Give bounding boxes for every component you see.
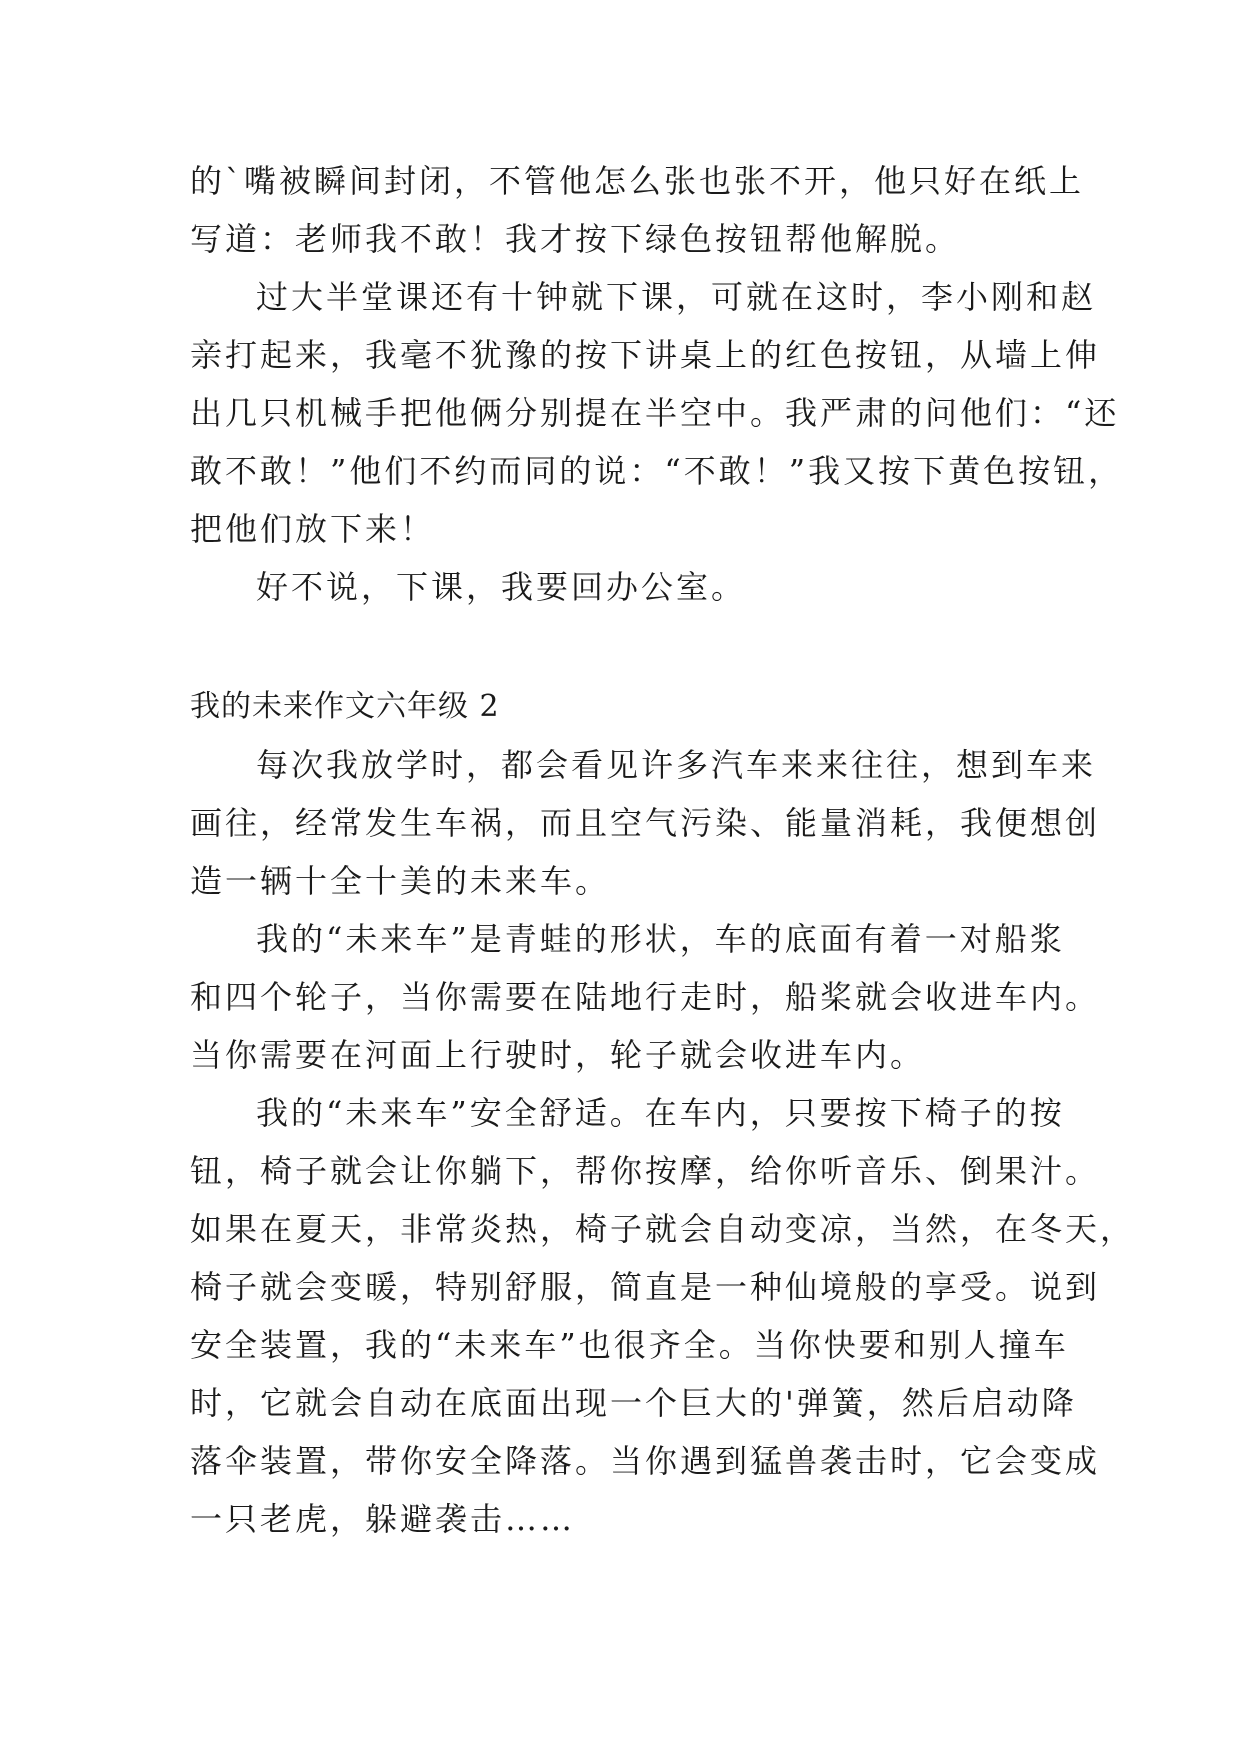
paragraph-line: 把他们放下来！ [190, 510, 436, 548]
paragraph-line: 我的“未来车”安全舒适。在车内，只要按下椅子的按 [256, 1094, 1065, 1132]
section-heading: 我的未来作文六年级 2 [190, 689, 500, 724]
paragraph-line: 好不说，下课，我要回办公室。 [256, 568, 747, 606]
paragraph-line: 画往，经常发生车祸，而且空气污染、能量消耗，我便想创 [190, 804, 1101, 842]
paragraph-line: 出几只机械手把他俩分别提在半空中。我严肃的问他们：“还 [190, 394, 1120, 432]
paragraph-line: 时，它就会自动在底面出现一个巨大的'弹簧，然后启动降 [190, 1384, 1077, 1422]
paragraph-line: 椅子就会变暖，特别舒服，简直是一种仙境般的享受。说到 [190, 1268, 1101, 1306]
paragraph-line: 每次我放学时，都会看见许多汽车来来往往，想到车来 [256, 746, 1097, 784]
paragraph-line: 落伞装置，带你安全降落。当你遇到猛兽袭击时，它会变成 [190, 1442, 1101, 1480]
paragraph-line: 敢不敢！”他们不约而同的说：“不敢！”我又按下黄色按钮， [190, 452, 1124, 490]
paragraph-line: 和四个轮子，当你需要在陆地行走时，船桨就会收进车内。 [190, 978, 1101, 1016]
section-2-body [190, 736, 1136, 1548]
paragraph-line: 我的“未来车”是青蛙的形状，车的底面有着一对船浆 [256, 920, 1065, 958]
paragraph-line: 安全装置，我的“未来车”也很齐全。当你快要和别人撞车 [190, 1326, 1069, 1364]
paragraph-line: 钮，椅子就会让你躺下，帮你按摩，给你听音乐、倒果汁。 [190, 1152, 1101, 1190]
paragraph-line: 一只老虎，躲避袭击…… [190, 1500, 576, 1538]
paragraph-line: 造一辆十全十美的未来车。 [190, 862, 611, 900]
paragraph-line: 的`嘴被瞬间封闭，不管他怎么张也张不开，他只好在纸上 [190, 162, 1085, 200]
paragraph-line: 如果在夏天，非常炎热，椅子就会自动变凉，当然，在冬天， [190, 1210, 1136, 1248]
paragraph-line: 当你需要在河面上行驶时，轮子就会收进车内。 [190, 1036, 926, 1074]
paragraph-line: 过大半堂课还有十钟就下课，可就在这时，李小刚和赵 [256, 278, 1097, 316]
section-1-body [190, 152, 1124, 616]
paragraph-line: 写道：老师我不敢！我才按下绿色按钮帮他解脱。 [190, 220, 961, 258]
paragraph-line: 亲打起来，我毫不犹豫的按下讲桌上的红色按钮，从墙上伸 [190, 336, 1101, 374]
